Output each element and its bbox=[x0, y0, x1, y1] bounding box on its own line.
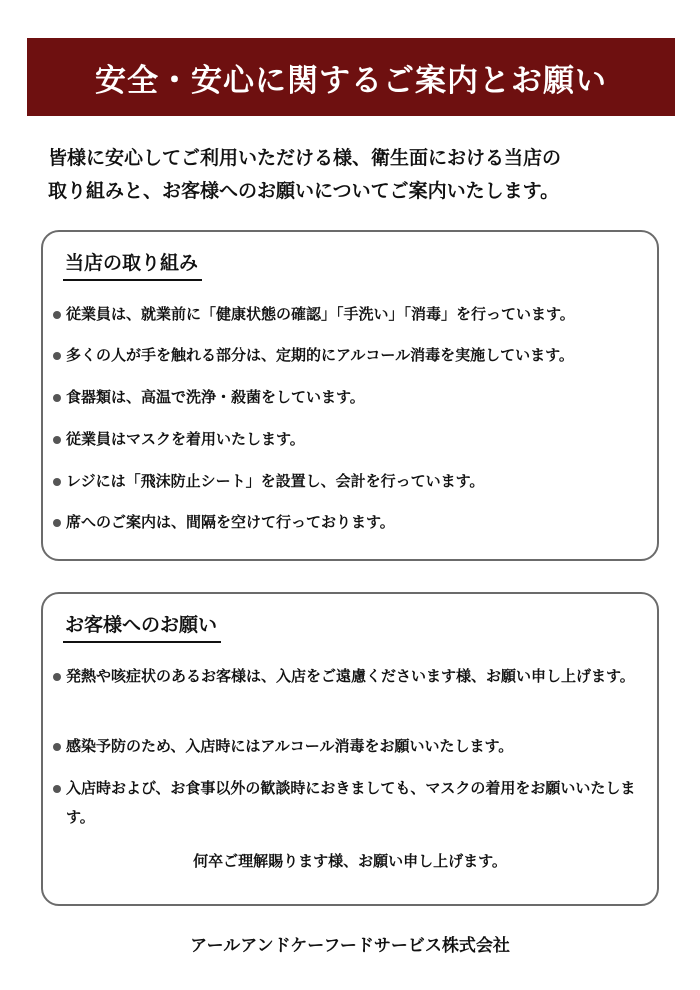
requests-heading: お客様へのお願い bbox=[63, 610, 221, 643]
bullet-icon bbox=[53, 478, 61, 486]
list-item-text: 食器類は、高温で洗浄・殺菌をしています。 bbox=[66, 388, 365, 406]
intro-line: 取り組みと、お客様へのお願いについてご案内いたします。 bbox=[48, 180, 560, 202]
list-item-text: 発熱や咳症状のあるお客様は、入店をご遠慮くださいます様、お願い申し上げます。 bbox=[66, 667, 635, 685]
list-item-text: レジには「飛沫防止シート」を設置し、会計を行っています。 bbox=[66, 472, 485, 490]
list-item-text: 従業員は、就業前に「健康状態の確認」「手洗い」「消毒」を行っています。 bbox=[66, 305, 575, 323]
title-banner bbox=[27, 38, 675, 116]
list-item-text: 従業員はマスクを着用いたします。 bbox=[66, 430, 305, 448]
bullet-icon bbox=[53, 673, 61, 681]
bullet-icon bbox=[53, 519, 61, 527]
list-item bbox=[53, 425, 653, 454]
bullet-icon bbox=[53, 311, 61, 319]
intro-text bbox=[48, 142, 668, 208]
bullet-icon bbox=[53, 394, 61, 402]
list-item bbox=[53, 732, 653, 761]
list-item bbox=[53, 341, 653, 370]
bullet-icon bbox=[53, 352, 61, 360]
list-item-text: 席へのご案内は、間隔を空けて行っております。 bbox=[66, 513, 395, 531]
list-item-text: 多くの人が手を触れる部分は、定期的にアルコール消毒を実施しています。 bbox=[66, 346, 574, 364]
closing-message: 何卒ご理解賜ります様、お願い申し上げます。 bbox=[193, 852, 507, 870]
bullet-icon bbox=[53, 436, 61, 444]
list-item bbox=[53, 300, 653, 329]
list-item bbox=[53, 774, 653, 832]
list-item bbox=[53, 467, 653, 496]
list-item bbox=[53, 508, 653, 537]
list-item-text: 入店時および、お食事以外の歓談時におきましても、マスクの着用をお願いいたします。 bbox=[66, 779, 636, 826]
list-item-text: 感染予防のため、入店時にはアルコール消毒をお願いいたします。 bbox=[66, 737, 514, 755]
page-title: 安全・安心に関するご案内とお願い bbox=[95, 62, 607, 99]
company-name: アールアンドケーフードサービス株式会社 bbox=[190, 936, 510, 956]
requests-section bbox=[41, 592, 659, 906]
list-item bbox=[53, 383, 653, 412]
list-item bbox=[53, 662, 653, 691]
efforts-heading: 当店の取り組み bbox=[63, 248, 202, 281]
bullet-icon bbox=[53, 785, 61, 793]
bullet-icon bbox=[53, 743, 61, 751]
efforts-section bbox=[41, 230, 659, 561]
intro-line: 皆様に安心してご利用いただける様、衛生面における当店の bbox=[48, 147, 562, 169]
